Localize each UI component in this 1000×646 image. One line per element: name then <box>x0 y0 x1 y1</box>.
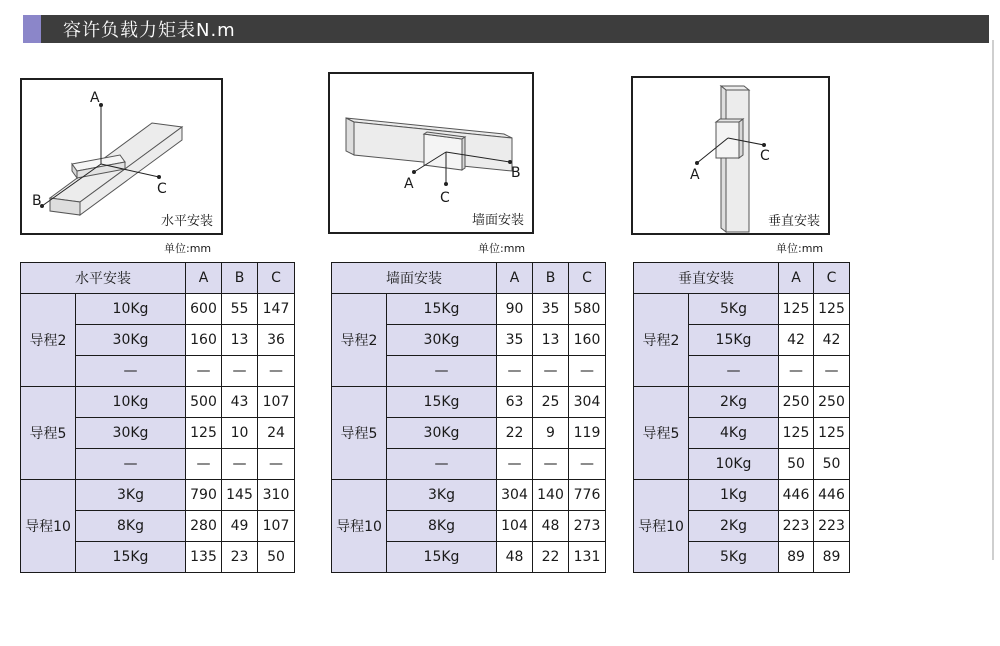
value-a: 104 <box>497 511 533 542</box>
lead-cell: 导程5 <box>21 387 76 480</box>
load-cell: — <box>387 356 497 387</box>
diagram-caption: 水平安装 <box>160 214 213 229</box>
header-title: 墙面安装 <box>332 263 497 294</box>
load-cell: 10Kg <box>689 449 779 480</box>
lead-cell: 导程10 <box>21 480 76 573</box>
value-a: 790 <box>186 480 222 511</box>
header-a: A <box>186 263 222 294</box>
load-cell: 2Kg <box>689 387 779 418</box>
load-cell: 2Kg <box>689 511 779 542</box>
table-header-row <box>634 263 850 294</box>
value-a: 125 <box>186 418 222 449</box>
value-b: 140 <box>533 480 569 511</box>
value-b: — <box>222 449 258 480</box>
value-c: 50 <box>258 542 295 573</box>
lead-cell: 导程2 <box>634 294 689 387</box>
value-b: 145 <box>222 480 258 511</box>
value-c: — <box>258 356 295 387</box>
value-b: — <box>222 356 258 387</box>
header-b: B <box>222 263 258 294</box>
value-a: 125 <box>779 418 814 449</box>
load-cell: 8Kg <box>387 511 497 542</box>
value-a: 250 <box>779 387 814 418</box>
load-cell: 15Kg <box>387 542 497 573</box>
table-header-row <box>332 263 606 294</box>
value-b: 13 <box>533 325 569 356</box>
load-cell: 30Kg <box>76 325 186 356</box>
load-cell: 1Kg <box>689 480 779 511</box>
load-cell: 10Kg <box>76 387 186 418</box>
value-a: — <box>186 449 222 480</box>
header-a: A <box>497 263 533 294</box>
value-a: — <box>497 356 533 387</box>
load-cell: 15Kg <box>76 542 186 573</box>
diagram-caption: 墙面安装 <box>471 213 524 228</box>
label-c: C <box>440 190 450 206</box>
load-cell: — <box>689 356 779 387</box>
value-a: 22 <box>497 418 533 449</box>
lead-cell: 导程5 <box>634 387 689 480</box>
value-c: 304 <box>569 387 606 418</box>
label-a: A <box>690 167 700 183</box>
value-b: 55 <box>222 294 258 325</box>
header-c: C <box>569 263 606 294</box>
value-c: 250 <box>814 387 850 418</box>
value-a: 42 <box>779 325 814 356</box>
value-b: 13 <box>222 325 258 356</box>
label-a: A <box>90 90 100 106</box>
value-c: 446 <box>814 480 850 511</box>
value-c: — <box>569 356 606 387</box>
value-c: 107 <box>258 387 295 418</box>
value-a: 48 <box>497 542 533 573</box>
load-cell: 30Kg <box>387 418 497 449</box>
title-accent <box>23 15 41 43</box>
load-cell: 8Kg <box>76 511 186 542</box>
value-b: 43 <box>222 387 258 418</box>
table-row <box>332 294 606 325</box>
value-b: 48 <box>533 511 569 542</box>
unit-label: 单位:mm <box>478 242 526 255</box>
page-title: 容许负载力矩表N.m <box>63 20 236 41</box>
value-b: 10 <box>222 418 258 449</box>
table-row <box>634 387 850 418</box>
table-row <box>332 480 606 511</box>
load-cell: 15Kg <box>689 325 779 356</box>
value-a: 304 <box>497 480 533 511</box>
unit-label: 单位:mm <box>776 242 824 255</box>
value-b: 25 <box>533 387 569 418</box>
value-a: 500 <box>186 387 222 418</box>
value-b: 35 <box>533 294 569 325</box>
header-a: A <box>779 263 814 294</box>
value-c: 147 <box>258 294 295 325</box>
value-c: — <box>258 449 295 480</box>
load-cell: 15Kg <box>387 294 497 325</box>
load-cell: 30Kg <box>387 325 497 356</box>
value-b: — <box>533 449 569 480</box>
value-a: 600 <box>186 294 222 325</box>
value-c: 24 <box>258 418 295 449</box>
value-b: 49 <box>222 511 258 542</box>
diagram-horizontal <box>20 78 223 235</box>
lead-cell: 导程5 <box>332 387 387 480</box>
value-c: 50 <box>814 449 850 480</box>
load-cell: 10Kg <box>76 294 186 325</box>
table-row <box>21 294 295 325</box>
moment-table-horizontal <box>20 262 295 573</box>
value-c: 125 <box>814 418 850 449</box>
value-c: — <box>814 356 850 387</box>
value-a: — <box>186 356 222 387</box>
header-title: 垂直安装 <box>634 263 779 294</box>
header-c: C <box>258 263 295 294</box>
value-a: 35 <box>497 325 533 356</box>
table-row <box>21 480 295 511</box>
value-c: 125 <box>814 294 850 325</box>
diagram-vertical <box>631 76 830 235</box>
label-c: C <box>760 148 770 164</box>
value-a: 89 <box>779 542 814 573</box>
value-c: 273 <box>569 511 606 542</box>
value-b: — <box>533 356 569 387</box>
value-c: 310 <box>258 480 295 511</box>
value-a: 50 <box>779 449 814 480</box>
page-edge-line <box>992 40 994 560</box>
table-row <box>21 387 295 418</box>
value-c: 131 <box>569 542 606 573</box>
unit-label: 单位:mm <box>164 242 212 255</box>
value-a: 135 <box>186 542 222 573</box>
load-cell: 3Kg <box>387 480 497 511</box>
title-bar <box>23 15 989 43</box>
value-a: — <box>497 449 533 480</box>
value-a: 63 <box>497 387 533 418</box>
diagram-wall <box>328 72 534 234</box>
value-b: 9 <box>533 418 569 449</box>
value-a: 125 <box>779 294 814 325</box>
lead-cell: 导程2 <box>21 294 76 387</box>
load-cell: 4Kg <box>689 418 779 449</box>
load-cell: 3Kg <box>76 480 186 511</box>
value-c: 36 <box>258 325 295 356</box>
lead-cell: 导程10 <box>634 480 689 573</box>
header-title: 水平安装 <box>21 263 186 294</box>
value-a: — <box>779 356 814 387</box>
load-cell: 15Kg <box>387 387 497 418</box>
label-b: B <box>511 165 521 181</box>
load-cell: 30Kg <box>76 418 186 449</box>
diagram-caption: 垂直安装 <box>767 214 820 229</box>
label-b: B <box>32 193 42 209</box>
value-c: 42 <box>814 325 850 356</box>
load-cell: — <box>76 356 186 387</box>
value-b: 22 <box>533 542 569 573</box>
lead-cell: 导程10 <box>332 480 387 573</box>
value-a: 90 <box>497 294 533 325</box>
table-row <box>634 480 850 511</box>
load-cell: — <box>76 449 186 480</box>
table-row <box>332 387 606 418</box>
value-c: 89 <box>814 542 850 573</box>
label-a: A <box>404 176 414 192</box>
value-a: 280 <box>186 511 222 542</box>
value-c: 119 <box>569 418 606 449</box>
value-c: 776 <box>569 480 606 511</box>
value-c: — <box>569 449 606 480</box>
value-b: 23 <box>222 542 258 573</box>
value-a: 160 <box>186 325 222 356</box>
value-a: 223 <box>779 511 814 542</box>
value-c: 223 <box>814 511 850 542</box>
header-c: C <box>814 263 850 294</box>
value-c: 160 <box>569 325 606 356</box>
load-cell: 5Kg <box>689 294 779 325</box>
moment-table-vertical <box>633 262 850 573</box>
value-c: 107 <box>258 511 295 542</box>
value-a: 446 <box>779 480 814 511</box>
value-c: 580 <box>569 294 606 325</box>
load-cell: — <box>387 449 497 480</box>
moment-table-wall <box>331 262 606 573</box>
table-header-row <box>21 263 295 294</box>
label-c: C <box>157 181 167 197</box>
load-cell: 5Kg <box>689 542 779 573</box>
table-row <box>634 294 850 325</box>
lead-cell: 导程2 <box>332 294 387 387</box>
header-b: B <box>533 263 569 294</box>
